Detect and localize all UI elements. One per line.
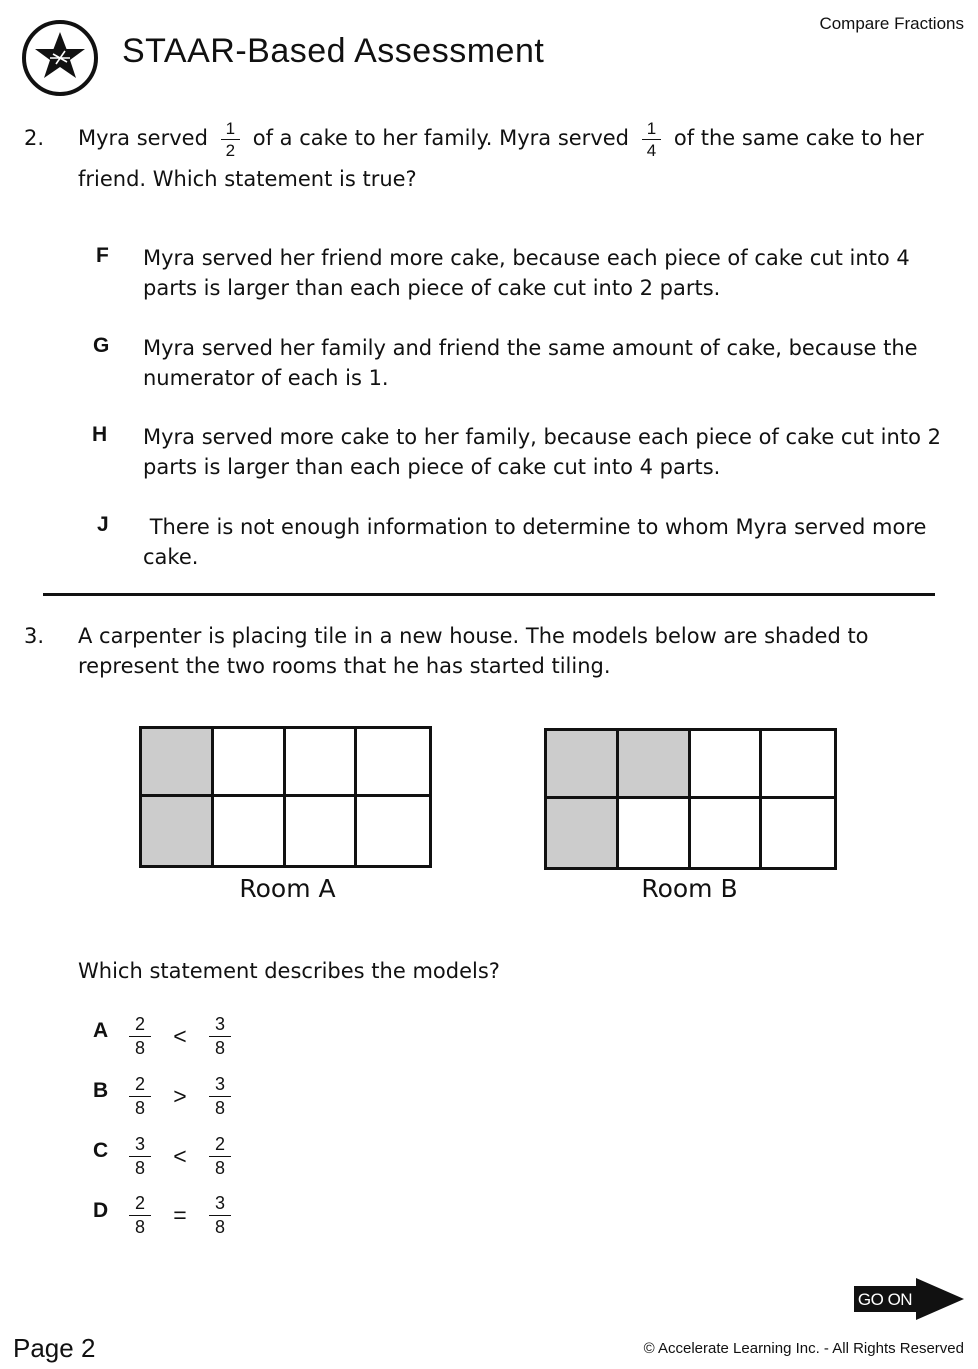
question-3-line-2: represent the two rooms that he has started tiling. bbox=[78, 654, 611, 678]
go-on-label: GO ON bbox=[857, 1290, 913, 1309]
room-b-label: Room B bbox=[641, 874, 738, 903]
q2-text-1: Myra served bbox=[78, 126, 208, 150]
answer-d-operator: = bbox=[173, 1202, 187, 1228]
shaded-tile bbox=[619, 731, 691, 799]
answer-a-operator: < bbox=[173, 1023, 187, 1049]
question-2-line-1 bbox=[78, 118, 924, 160]
copyright-notice: © Accelerate Learning Inc. - All Rights Reserved bbox=[643, 1340, 964, 1357]
answer-d-left-fraction: $\frac{2}{8}$ bbox=[129, 1193, 151, 1238]
option-h-text: Myra served more cake to her family, because each piece of cake cut into 2 parts is larger than each piece of cake cut into 4 parts. bbox=[143, 425, 941, 479]
q2-text-2: of a cake to her family. Myra served bbox=[252, 126, 629, 150]
page-number: Page 2 bbox=[13, 1333, 96, 1363]
option-f-letter: F bbox=[96, 244, 109, 267]
answer-a-left-fraction: $\frac{2}{8}$ bbox=[129, 1014, 151, 1059]
empty-tile bbox=[619, 799, 691, 867]
question-2-number: 2. bbox=[24, 126, 45, 150]
topic-label: Compare Fractions bbox=[819, 14, 964, 33]
empty-tile bbox=[286, 797, 358, 865]
answer-c-right-fraction: $\frac{2}{8}$ bbox=[209, 1134, 231, 1179]
answer-a-right-fraction: $\frac{3}{8}$ bbox=[209, 1014, 231, 1059]
shaded-tile bbox=[142, 729, 214, 797]
answer-c-expression bbox=[129, 1134, 231, 1179]
answer-b-left-fraction: $\frac{2}{8}$ bbox=[129, 1074, 151, 1119]
empty-tile bbox=[214, 729, 286, 797]
empty-tile bbox=[357, 797, 429, 865]
shaded-tile bbox=[547, 799, 619, 867]
room-a-tile-model bbox=[139, 726, 432, 868]
question-2-line-2: friend. Which statement is true? bbox=[78, 167, 417, 191]
question-3-line-1: A carpenter is placing tile in a new house. The models below are shaded to bbox=[78, 624, 869, 648]
empty-tile bbox=[357, 729, 429, 797]
answer-d-letter: D bbox=[93, 1199, 109, 1222]
answer-b-right-fraction: $\frac{3}{8}$ bbox=[209, 1074, 231, 1119]
answer-c-left-fraction: $\frac{3}{8}$ bbox=[129, 1134, 151, 1179]
answer-d-expression bbox=[129, 1193, 231, 1238]
empty-tile bbox=[214, 797, 286, 865]
option-j-text: There is not enough information to determine to whom Myra served more cake. bbox=[143, 515, 934, 569]
empty-tile bbox=[691, 799, 763, 867]
option-g-letter: G bbox=[93, 334, 110, 357]
answer-b-letter: B bbox=[93, 1079, 109, 1102]
answer-d-right-fraction: $\frac{3}{8}$ bbox=[209, 1193, 231, 1238]
answer-c-operator: < bbox=[173, 1143, 187, 1169]
section-divider bbox=[43, 593, 935, 596]
shaded-tile bbox=[547, 731, 619, 799]
fraction-one-fourth: $\frac{1}{4}$ bbox=[642, 119, 661, 160]
option-f-text: Myra served her friend more cake, because each piece of cake cut into 4 parts is larger than each piece of cake cut into 2 parts. bbox=[143, 246, 910, 300]
q2-text-3: of the same cake to her bbox=[673, 126, 924, 150]
answer-a-letter: A bbox=[93, 1019, 109, 1042]
room-a-label: Room A bbox=[239, 874, 336, 903]
shaded-tile bbox=[142, 797, 214, 865]
answer-c-letter: C bbox=[93, 1139, 109, 1162]
brand-title: STAAR-Based Assessment bbox=[122, 32, 545, 70]
option-h-letter: H bbox=[92, 423, 108, 446]
option-g-text: Myra served her family and friend the same amount of cake, because the numerator of each is 1. bbox=[143, 336, 918, 390]
empty-tile bbox=[691, 731, 763, 799]
question-3-number: 3. bbox=[24, 624, 45, 648]
question-3-prompt: Which statement describes the models? bbox=[78, 959, 500, 983]
answer-b-operator: > bbox=[173, 1083, 187, 1109]
empty-tile bbox=[762, 799, 834, 867]
room-b-tile-model bbox=[544, 728, 837, 870]
option-j-letter: J bbox=[97, 513, 109, 536]
go-on-arrow-icon bbox=[854, 1278, 964, 1320]
star-circle-logo-icon bbox=[20, 18, 100, 98]
empty-tile bbox=[286, 729, 358, 797]
empty-tile bbox=[762, 731, 834, 799]
answer-b-expression bbox=[129, 1074, 231, 1119]
fraction-one-half: $\frac{1}{2}$ bbox=[221, 119, 240, 160]
answer-a-expression bbox=[129, 1014, 231, 1059]
